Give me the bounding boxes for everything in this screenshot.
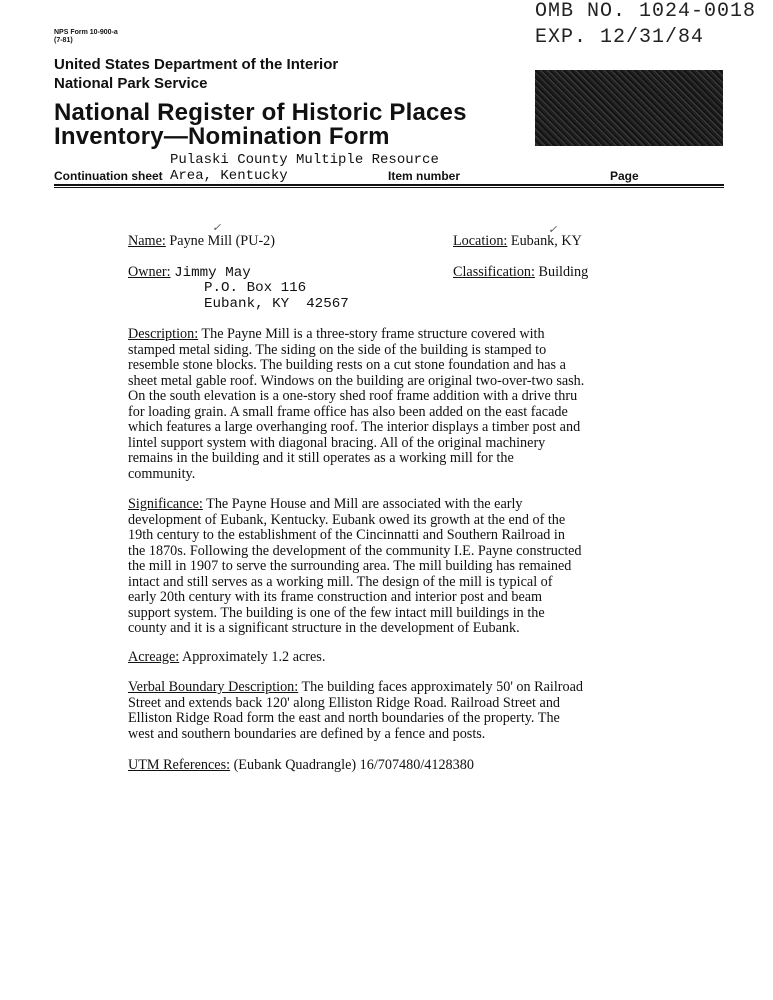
significance-line: the 1870s. Following the development of the community I.E. Payne constructed [128, 542, 582, 559]
acreage-value: Approximately 1.2 acres. [179, 649, 326, 665]
description-line: On the south elevation is a one-story shed roof frame addition with a drive thru [128, 388, 578, 404]
classification-field [453, 265, 588, 281]
location-field [453, 234, 582, 250]
utm-label: UTM References: [128, 757, 231, 773]
significance-line: development of Eubank, Kentucky. Eubank owed its growth at the end of the [128, 511, 566, 528]
description-paragraph [128, 327, 678, 482]
item-number-label: Item number [388, 169, 461, 183]
owner-name: Jimmy May [174, 265, 251, 281]
county-line-2: Area, Kentucky [170, 168, 288, 184]
owner-address-line1: P.O. Box 116 [204, 280, 307, 296]
significance-line: the mill in 1907 to serve the surrounding area. The mill building has remained [128, 558, 572, 574]
name-value: Payne Mill (PU-2) [169, 233, 275, 249]
boundary-line: Elliston Ridge Road form the east and north boundaries of the property. The [128, 710, 560, 726]
continuation-sheet-label: Continuation sheet [54, 169, 163, 183]
description-label: Description: [128, 326, 199, 342]
redacted-stamp-area [535, 70, 723, 146]
department-name: United States Department of the Interior [54, 56, 339, 73]
significance-label: Significance: [128, 496, 203, 512]
form-number-block [54, 29, 118, 45]
description-line: lintel support system with diagonal bracing. All of the original machinery [128, 434, 546, 451]
form-title-line1: National Register of Historic Places [54, 99, 467, 126]
boundary-label: Verbal Boundary Description: [128, 679, 299, 695]
significance-line: intact and still serves as a working mill. The design of the mill is typical of [128, 573, 553, 590]
utm-field [128, 758, 474, 774]
significance-line: early 20th century with its frame construction and interior post and beam [128, 589, 543, 605]
significance-line: The Payne House and Mill are associated with the early [202, 496, 523, 512]
owner-address-line2: Eubank, KY 42567 [204, 296, 349, 312]
classification-label: Classification: [453, 264, 535, 280]
description-line: remains in the building and it still operates as a working mill for the [128, 450, 514, 466]
description-line: which features a large overhanging roof. The interior displays a timber post and [128, 419, 581, 435]
name-label: Name: [128, 233, 166, 249]
significance-paragraph [128, 497, 678, 637]
expiration-date: EXP. 12/31/84 [535, 26, 705, 49]
handwritten-checkmark: ✓ [212, 222, 222, 234]
description-line: stamped metal siding. The siding on the side of the building is stamped to [128, 341, 547, 358]
classification-value: Building [538, 264, 589, 280]
handwritten-checkmark: ✓ [548, 224, 558, 236]
agency-name: National Park Service [54, 75, 208, 92]
description-line: for loading grain. A small frame office has also been added on the east facade [128, 403, 568, 420]
significance-line: 19th century to the establishment of the Cincinnatti and Southern Railroad in [128, 527, 565, 543]
description-line: sheet metal gable roof. Windows on the building are original two-over-two sash. [128, 372, 585, 389]
form-number: NPS Form 10-900-a [54, 29, 118, 36]
boundary-paragraph [128, 680, 678, 742]
header-rule-thin [54, 187, 724, 188]
boundary-line: west and southern boundaries are defined by a fence and posts. [128, 725, 486, 742]
omb-number: OMB NO. 1024-0018 [535, 0, 757, 23]
county-line-1: Pulaski County Multiple Resource [170, 152, 439, 168]
significance-line: county and it is a significant structure in the development of Eubank. [128, 620, 520, 636]
name-field [128, 234, 275, 250]
boundary-line: Street and extends back 120' along Elliston Ridge Road. Railroad Street and [128, 694, 561, 711]
boundary-line: The building faces approximately 50' on Railroad [298, 679, 584, 695]
form-title-line2: Inventory—Nomination Form [54, 123, 390, 150]
page-label: Page [610, 169, 639, 183]
acreage-field [128, 650, 325, 666]
location-label: Location: [453, 233, 508, 249]
acreage-label: Acreage: [128, 649, 180, 665]
description-line: resemble stone blocks. The building rests on a cut stone foundation and has a [128, 357, 566, 373]
owner-label: Owner: [128, 264, 171, 280]
description-line: community. [128, 465, 196, 482]
utm-value: (Eubank Quadrangle) 16/707480/4128380 [230, 757, 474, 773]
header-rule [54, 184, 724, 186]
form-date: (7-81) [54, 37, 73, 44]
location-value: Eubank, KY [510, 233, 582, 249]
description-line: The Payne Mill is a three-story frame structure covered with [198, 326, 545, 342]
significance-line: support system. The building is one of the few intact mill buildings in the [128, 604, 545, 621]
